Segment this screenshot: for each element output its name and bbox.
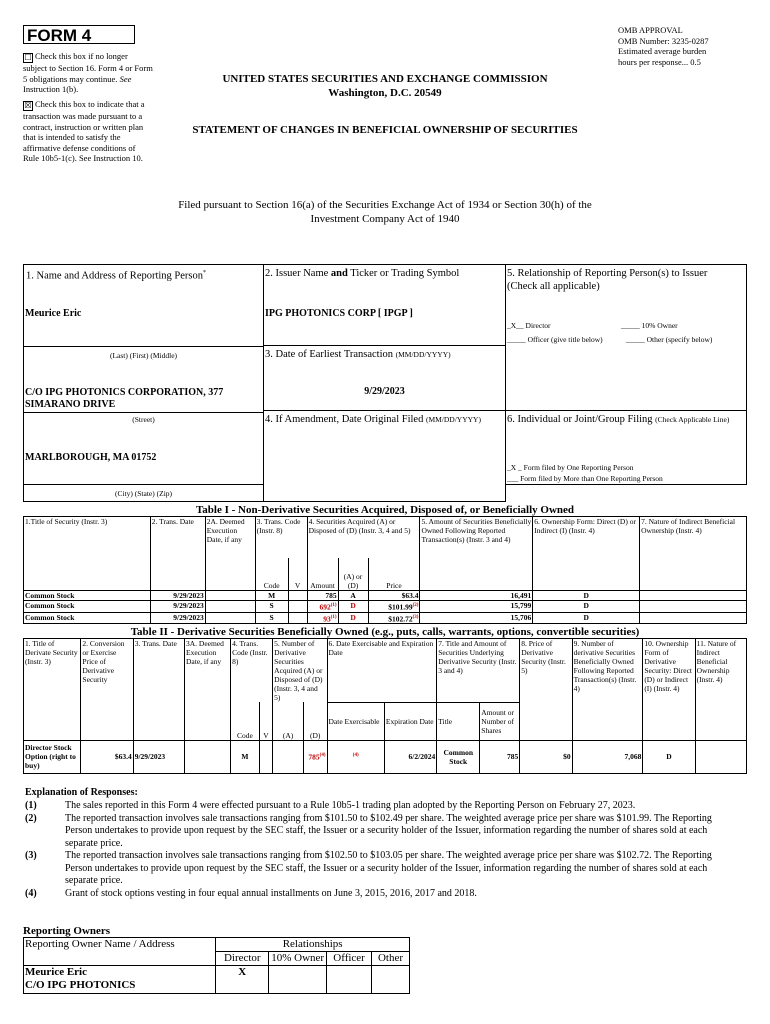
- agency-heading: [160, 72, 610, 100]
- checkbox-checked-icon[interactable]: ☒: [24, 101, 32, 110]
- checkbox-10b5-1: [23, 99, 153, 164]
- footnote-2: (2) The reported transaction involves sale transactions ranging from $101.50 to $102.49 per share. The weighted average price per share was $101.99. The Reporting Person undertakes to provide upon request by the SEC staff, the Issuer or a security holder of the Issuer, information regarding the number of shares sold at each separate price.: [25, 812, 712, 849]
- checkbox1-see: See: [119, 73, 132, 84]
- box-amendment: [263, 410, 506, 502]
- owners-h-dir: Director: [216, 952, 269, 966]
- officer-check[interactable]: _____ Officer (give title below): [507, 335, 603, 344]
- table1: [23, 516, 747, 624]
- director-check[interactable]: _X__ Director: [507, 321, 551, 330]
- box3-label: 3. Date of Earliest Transaction (MM/DD/YYYY): [265, 349, 451, 360]
- one-person-check[interactable]: _X _ Form filed by One Reporting Person: [507, 463, 634, 472]
- owners-table: [23, 937, 410, 994]
- reporting-person-city: MARLBOROUGH, MA 01752: [25, 452, 157, 463]
- city-sublabel: (City) (State) (Zip): [24, 484, 263, 498]
- t2-h-title: 1. Title of Derivate Security (Instr. 3): [24, 639, 81, 741]
- statement-title: STATEMENT OF CHANGES IN BENEFICIAL OWNERSHIP OF SECURITIES: [192, 124, 578, 136]
- box-relationship: [505, 264, 747, 411]
- footnote-3: (3) The reported transaction involves sale transactions ranging from $102.50 to $103.05 per share. The weighted average price per share was $102.72. The Reporting Person undertakes to provide upon request by the SEC staff, the Issuer or a security holder of the Issuer, information regarding the number of shares sold at each separate price.: [25, 850, 712, 886]
- box-filing: [505, 410, 747, 485]
- t2-s-amount: Amount or Number of Shares: [480, 702, 520, 740]
- t1-h-date: 2. Trans. Date: [150, 517, 205, 591]
- table2: [23, 638, 747, 774]
- owners-h-name: Reporting Owner Name / Address: [24, 938, 216, 966]
- table-row: Common Stock 9/29/2023 M 785 A $63.4 16,491 D: [24, 591, 747, 601]
- table1-title: Table I - Non-Derivative Securities Acquired, Disposed of, or Beneficially Owned: [195, 504, 575, 516]
- owner-name: Meurice Eric C/O IPG PHOTONICS: [24, 966, 216, 994]
- t1-h-form: 6. Ownership Form: Direct (D) or Indirect (I) (Instr. 4): [533, 517, 640, 591]
- checkbox1-instr: Instruction 1(b).: [23, 84, 79, 94]
- t2-h-date: 3. Trans. Date: [133, 639, 184, 741]
- t1-h-acquired: 4. Securities Acquired (A) or Disposed of (D) (Instr. 3, 4 and 5): [307, 517, 420, 558]
- filed-line2: Investment Company Act of 1940: [310, 213, 460, 225]
- t2-s-exercisable: Date Exercisable: [327, 702, 384, 740]
- t2-s-code: Code: [231, 702, 260, 740]
- t2-s-expiration: Expiration Date: [384, 702, 436, 740]
- omb-line1: OMB APPROVAL: [618, 25, 683, 35]
- omb-line3: Estimated average burden: [618, 46, 707, 56]
- t1-h-title: 1.Title of Security (Instr. 3): [24, 517, 151, 591]
- table-row: [24, 966, 410, 994]
- t2-h-exercisable: 6. Date Exercisable and Expiration Date: [327, 639, 437, 703]
- t1-h-owned: 5. Amount of Securities Beneficially Owned Following Reported Transaction(s) (Instr. 3 and 4): [420, 517, 533, 591]
- t2-h-underlying: 7. Title and Amount of Securities Underlying Derivative Security (Instr. 3 and 4): [437, 639, 520, 703]
- t2-h-nature: 11. Nature of Indirect Beneficial Ownership (Instr. 4): [695, 639, 746, 741]
- omb-line2: OMB Number: 3235-0287: [618, 35, 709, 46]
- box6-label: 6. Individual or Joint/Group Filing (Check Applicable Line): [507, 414, 730, 425]
- checkbox1-text: Check this box if no longer subject to Section 16. Form 4 or Form 5 obligations may continue.: [23, 51, 153, 84]
- explanation-list: [25, 800, 725, 900]
- street-sublabel: (Street): [24, 412, 263, 424]
- box-reporting-person: [23, 264, 264, 502]
- other-check[interactable]: _____ Other (specify below): [626, 335, 713, 344]
- t1-h-nature: 7. Nature of Indirect Beneficial Ownership (Instr. 4): [640, 517, 747, 591]
- earliest-date-value: 9/29/2023: [364, 386, 405, 397]
- issuer-name: IPG PHOTONICS CORP [ IPGP ]: [265, 308, 413, 319]
- box5-label: 5. Relationship of Reporting Person(s) to Issuer (Check all applicable): [507, 268, 708, 292]
- reporting-person-name: Meurice Eric: [25, 308, 82, 319]
- owners-h-ten: 10% Owner: [269, 952, 327, 966]
- t2-s-a: (A): [273, 702, 304, 740]
- t2-s-title: Title: [437, 702, 480, 740]
- t2-h-code: 4. Trans. Code (Instr. 8): [231, 639, 273, 703]
- box-issuer: [263, 264, 506, 346]
- footnote-1: (1) The sales reported in this Form 4 were effected pursuant to a Rule 10b5-1 trading plan adopted by the Reporting Person on February 27, 2023.: [25, 800, 636, 811]
- reporting-person-address: C/O IPG PHOTONICS CORPORATION, 377 SIMARANO DRIVE: [25, 387, 224, 410]
- explanation-title: Explanation of Responses:: [25, 787, 138, 798]
- t2-s-v: V: [259, 702, 272, 740]
- checkbox2-text: Check this box to indicate that a transaction was made pursuant to a contract, instruction or written plan that is intended to satisfy the affirmative defense conditions of Rule 10b5-1(c). See Instruction 10.: [23, 99, 145, 163]
- t1-h-code: 3. Trans. Code (Instr. 8): [255, 517, 307, 558]
- ten-percent-check[interactable]: _____ 10% Owner: [621, 321, 678, 330]
- footnote-4: (4) Grant of stock options vesting in four equal annual installments on June 3, 2015, 2016, 2017 and 2018.: [25, 887, 477, 899]
- box1-label: 1. Name and Address of Reporting Person*: [26, 270, 207, 282]
- t2-h-price: 8. Price of Derivative Security (Instr. 5): [520, 639, 572, 741]
- t1-s-aord: (A) or (D): [338, 558, 368, 591]
- t1-s-amount: Amount: [307, 558, 338, 591]
- filed-pursuant: [120, 198, 650, 226]
- box2-label: 2. Issuer Name and Ticker or Trading Symbol: [265, 268, 460, 279]
- t2-h-deemed: 3A. Deemed Execution Date, if any: [184, 639, 230, 741]
- t1-s-price: Price: [368, 558, 420, 591]
- owners-h-oth: Other: [372, 952, 410, 966]
- filed-line1: Filed pursuant to Section 16(a) of the Securities Exchange Act of 1934 or Section 30(h) of the: [178, 199, 592, 211]
- checkbox-no-longer-subject: [23, 51, 153, 95]
- t2-h-owned: 9. Number of derivative Securities Beneficially Owned Following Reported Transaction(s) (Instr. 4): [572, 639, 643, 741]
- omb-line4: hours per response... 0.5: [618, 56, 701, 67]
- owners-h-off: Officer: [327, 952, 372, 966]
- agency-name: UNITED STATES SECURITIES AND EXCHANGE COMMISSION: [222, 73, 548, 85]
- box4-label: 4. If Amendment, Date Original Filed (MM/DD/YYYY): [265, 414, 481, 425]
- table-row: Common Stock 9/29/2023 S 692$^{(1)}$ D $101.99$^{(2)}$ 15,799 D: [24, 601, 747, 613]
- t1-s-code: Code: [255, 558, 288, 591]
- t2-h-number: 5. Number of Derivative Securities Acquired (A) or Disposed of (D) (Instr. 3, 4 and 5): [273, 639, 327, 703]
- agency-city: Washington, D.C. 20549: [328, 87, 442, 99]
- owner-director: X: [216, 966, 269, 994]
- checkbox-empty-icon[interactable]: ☐: [24, 53, 32, 62]
- name-sublabel: (Last) (First) (Middle): [24, 346, 263, 360]
- owners-title: Reporting Owners: [23, 925, 111, 937]
- table-row: Common Stock 9/29/2023 S 93$^{(1)}$ D $102.72$^{(3)}$ 15,706 D: [24, 612, 747, 624]
- t2-h-conversion: 2. Conversion or Exercise Price of Derivative Security: [81, 639, 133, 741]
- t2-h-form: 10. Ownership Form of Derivative Security: Direct (D) or Indirect (I) (Instr. 4): [643, 639, 695, 741]
- more-persons-check[interactable]: ___ Form filed by More than One Reporting Person: [507, 474, 663, 483]
- form-title: FORM 4: [23, 25, 135, 44]
- table2-title: Table II - Derivative Securities Beneficially Owned (e.g., puts, calls, warrants, options, convertible securities): [130, 626, 640, 638]
- t1-s-v: V: [288, 558, 307, 591]
- box-earliest-date: [263, 345, 506, 411]
- table-row: Director Stock Option (right to buy) $63.4 9/29/2023 M 785$^{(4)}$ $^{(4)}$ 6/2/2024 Common Stock 785 $0 7,068 D: [24, 740, 747, 773]
- omb-approval: [618, 25, 758, 67]
- owners-h-rel: Relationships: [216, 938, 410, 952]
- t1-h-deemed: 2A. Deemed Execution Date, if any: [205, 517, 255, 591]
- t2-s-d: (D): [303, 702, 327, 740]
